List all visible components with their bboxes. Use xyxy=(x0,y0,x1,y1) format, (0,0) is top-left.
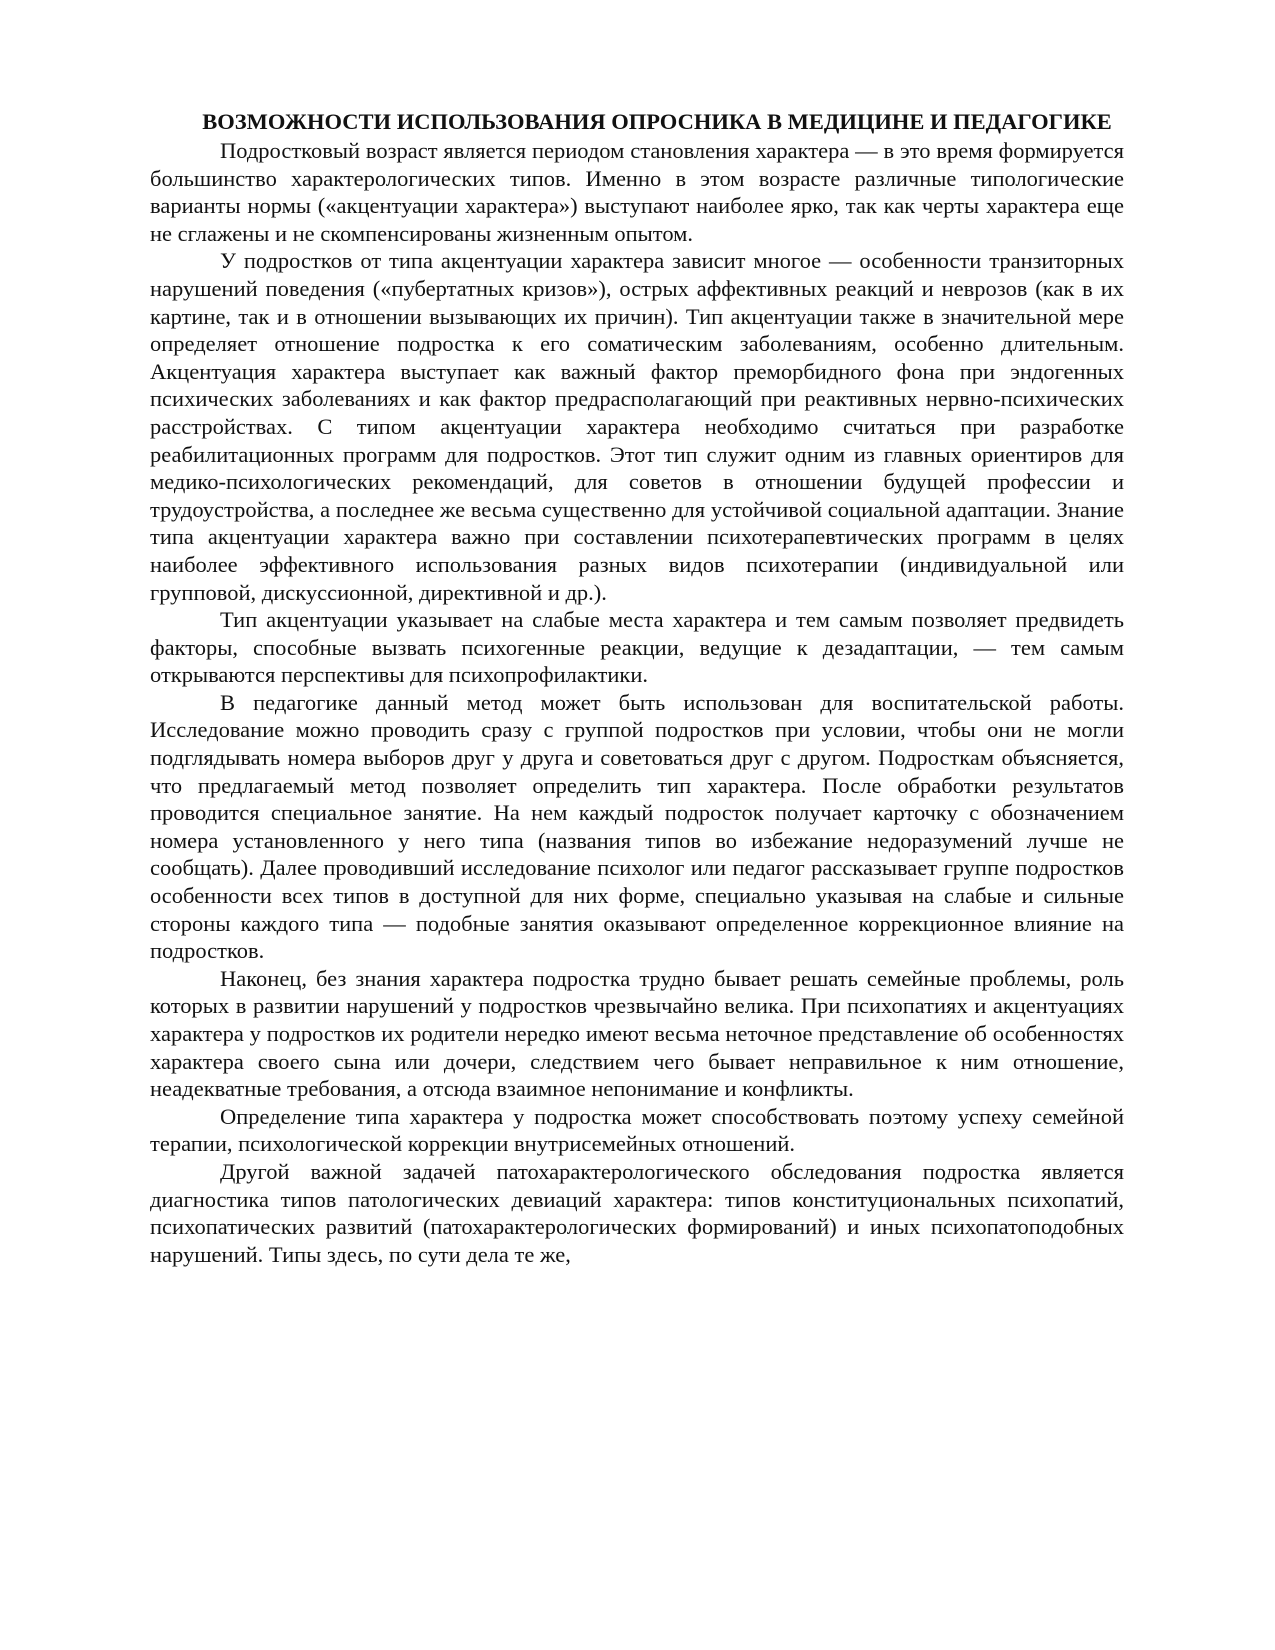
paragraph-1: Подростковый возраст является периодом становления характера — в это время формируется большинство характерологических типов. Именно в этом возрасте различные типологические варианты нормы («акцентуации характера») выступают наиболее ярко, так как черты характера еще не сглажены и не скомпенсированы жизненным опытом. xyxy=(150,138,1124,246)
paragraph-6: Определение типа характера у подростка может способствовать поэтому успеху семейной терапии, психологической коррекции внутрисемейных отношений. xyxy=(150,1103,1124,1157)
document-page xyxy=(150,108,1124,1268)
paragraph-5: Наконец, без знания характера подростка трудно бывает решать семейные проблемы, роль которых в развитии нарушений у подростков чрезвычайно велика. При психопатиях и акцентуациях характера у подростков их родители нередко имеют весьма неточное представление об особенностях характера своего сына или дочери, следствием чего бывает неправильное к ним отношение, неадекватные требования, а отсюда взаимное непонимание и конфликты. xyxy=(150,965,1124,1102)
paragraph-2: У подростков от типа акцентуации характера зависит многое — особенности транзиторных нарушений поведения («пубертатных кризов»), острых аффективных реакций и неврозов (как в их картине, так и в отношении вызывающих их причин). Тип акцентуации также в значительной мере определяет отношение подростка к его соматическим заболеваниям, особенно длительным. Акцентуация характера выступает как важный фактор преморбидного фона при эндогенных психических заболеваниях и как фактор предрасполагающий при реактивных нервно-психических расстройствах. С типом акцентуации характера необходимо считаться при разработке реабилитационных программ для подростков. Этот тип служит одним из главных ориентиров для медико-психологических рекомендаций, для советов в отношении будущей профессии и трудоустройства, а последнее же весьма существенно для устойчивой социальной адаптации. Знание типа акцентуации характера важно при составлении психотерапевтических программ в целях наиболее эффективного использования разных видов психотерапии (индивидуальной или групповой, дискуссионной, директивной и др.). xyxy=(150,248,1124,605)
paragraph-3: Тип акцентуации указывает на слабые места характера и тем самым позволяет предвидеть факторы, способные вызвать психогенные реакции, ведущие к дезадаптации, — тем самым открываются перспективы для психопрофилактики. xyxy=(150,607,1124,688)
document-title: ВОЗМОЖНОСТИ ИСПОЛЬЗОВАНИЯ ОПРОСНИКА В МЕДИЦИНЕ И ПЕДАГОГИКЕ xyxy=(202,109,1112,134)
paragraph-4: В педагогике данный метод может быть использован для воспитательской работы. Исследование можно проводить сразу с группой подростков при условии, чтобы они не могли подглядывать номера выборов друг у друга и советоваться друг с другом. Подросткам объясняется, что предлагаемый метод позволяет определить тип характера. После обработки результатов проводится специальное занятие. На нем каждый подросток получает карточку с обозначением номера установленного у него типа (названия типов во избежание недоразумений лучше не сообщать). Далее проводивший исследование психолог или педагог рассказывает группе подростков особенности всех типов в доступной для них форме, специально указывая на слабые и сильные стороны каждого типа — подобные занятия оказывают определенное коррекционное влияние на подростков. xyxy=(150,689,1124,964)
paragraph-7: Другой важной задачей патохарактерологического обследования подростка является диагностика типов патологических девиаций характера: типов конституциональных психопатий, психопатических развитий (патохарактерологических формирований) и иных психопатоподобных нарушений. Типы здесь, по сути дела те же, xyxy=(150,1158,1124,1267)
